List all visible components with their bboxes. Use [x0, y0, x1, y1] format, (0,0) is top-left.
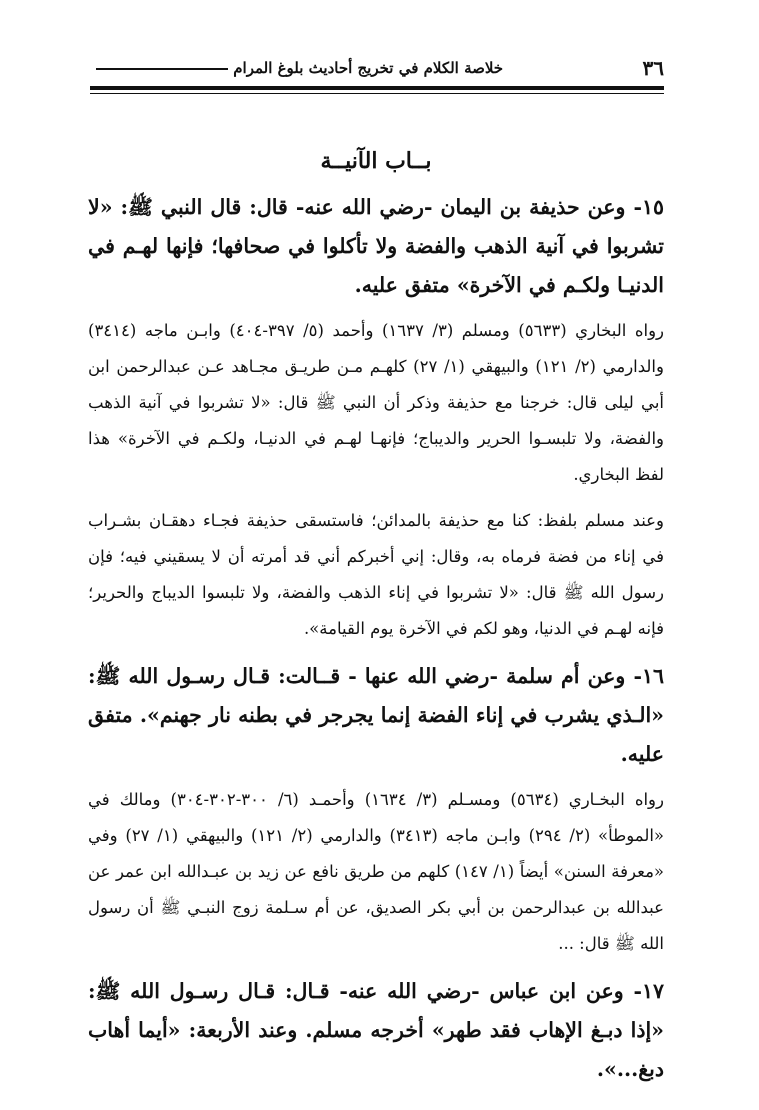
header-rule-thin [90, 93, 664, 94]
takhrij-15-paragraph-1: رواه البخاري (٥٦٣٣) ومسلم (٣/ ١٦٣٧) وأحمد (٥/ ٣٩٧-٤٠٤) وابـن ماجه (٣٤١٤) والدارمي (٢/ ١٢١) والبيهقي (١/ ٢٧) كلهـم مـن طريـق مجـاهد عـن عبدالرحمن ابن أبي ليلى قال: خرجنا مع حذيفة وذكر أن النبي ﷺ قال: «لا تشربوا في آنية الذهب والفضة، ولا تلبسـوا الحرير والديباج؛ فإنهـا لهـم في الدنيـا، ولكـم في الآخرة» هذا لفظ البخاري. [88, 321, 665, 484]
page-number: ٣٦ [642, 56, 664, 80]
hadith-17: ١٧- وعن ابن عباس -رضي الله عنه- قـال: قـال رسـول الله ﷺ: «إذا دبـغ الإهاب فقد طهر» أخرجه مسلم. وعند الأربعة: «أيما أهاب دبغ...». [88, 979, 664, 1081]
running-title-dash [96, 68, 228, 70]
takhrij-15-paragraph-2: وعند مسلم بلفظ: كنا مع حذيفة بالمدائن؛ فاستسقى حذيفة فجـاء دهقـان بشـراب في إناء من فضة فرماه به، وقال: إني أخبركم أني قد أمرته أن لا يسقيني فيه؛ فإن رسول الله ﷺ قال: «لا تشربوا في إناء الذهب والفضة، ولا تلبسوا الديباج والحرير؛ فإنه لهـم في الدنيا، وهو لكم في الآخرة يوم القيامة». [88, 511, 664, 638]
header-rule-thick [90, 86, 664, 90]
hadith-16: ١٦- وعن أم سلمة -رضي الله عنها - قــالت: قـال رسـول الله ﷺ: «الـذي يشرب في إناء الفضة إنما يجرجر في بطنه نار جهنم». متفق عليه. [88, 664, 664, 766]
chapter-title: بــاب الآنيــة [320, 148, 432, 174]
hadith-15: ١٥- وعن حذيفة بن اليمان -رضي الله عنه- قال: قال النبي ﷺ: «لا تشربوا في آنية الذهب والفضة ولا تأكلوا في صحافها؛ فإنها لهـم في الدنيـا ولكـم في الآخرة» متفق عليه. [88, 195, 664, 297]
page-header [90, 50, 664, 90]
takhrij-16-paragraph-1: رواه البخـاري (٥٦٣٤) ومسـلم (٣/ ١٦٣٤) وأحمـد (٦/ ٣٠٠-٣٠٢-٣٠٤) ومالك في «الموطأ» (٢/ ٢٩٤) وابـن ماجه (٣٤١٣) والدارمي (٢/ ١٢١) والبيهقي (١/ ٢٧) وفي «معرفة السنن» أيضاً (١/ ١٤٧) كلهم من طريق نافع عن زيد بن عبـدالله ابن عمر عن عبدالله بن عبدالرحمن بن أبي بكر الصديق، عن أم سـلمة زوج النبـي ﷺ أن رسول الله ﷺ قال: ... [88, 790, 665, 953]
page-content [88, 148, 664, 1097]
running-title-wrap [90, 59, 503, 77]
running-title: خلاصة الكلام في تخريج أحاديث بلوغ المرام [233, 59, 504, 77]
